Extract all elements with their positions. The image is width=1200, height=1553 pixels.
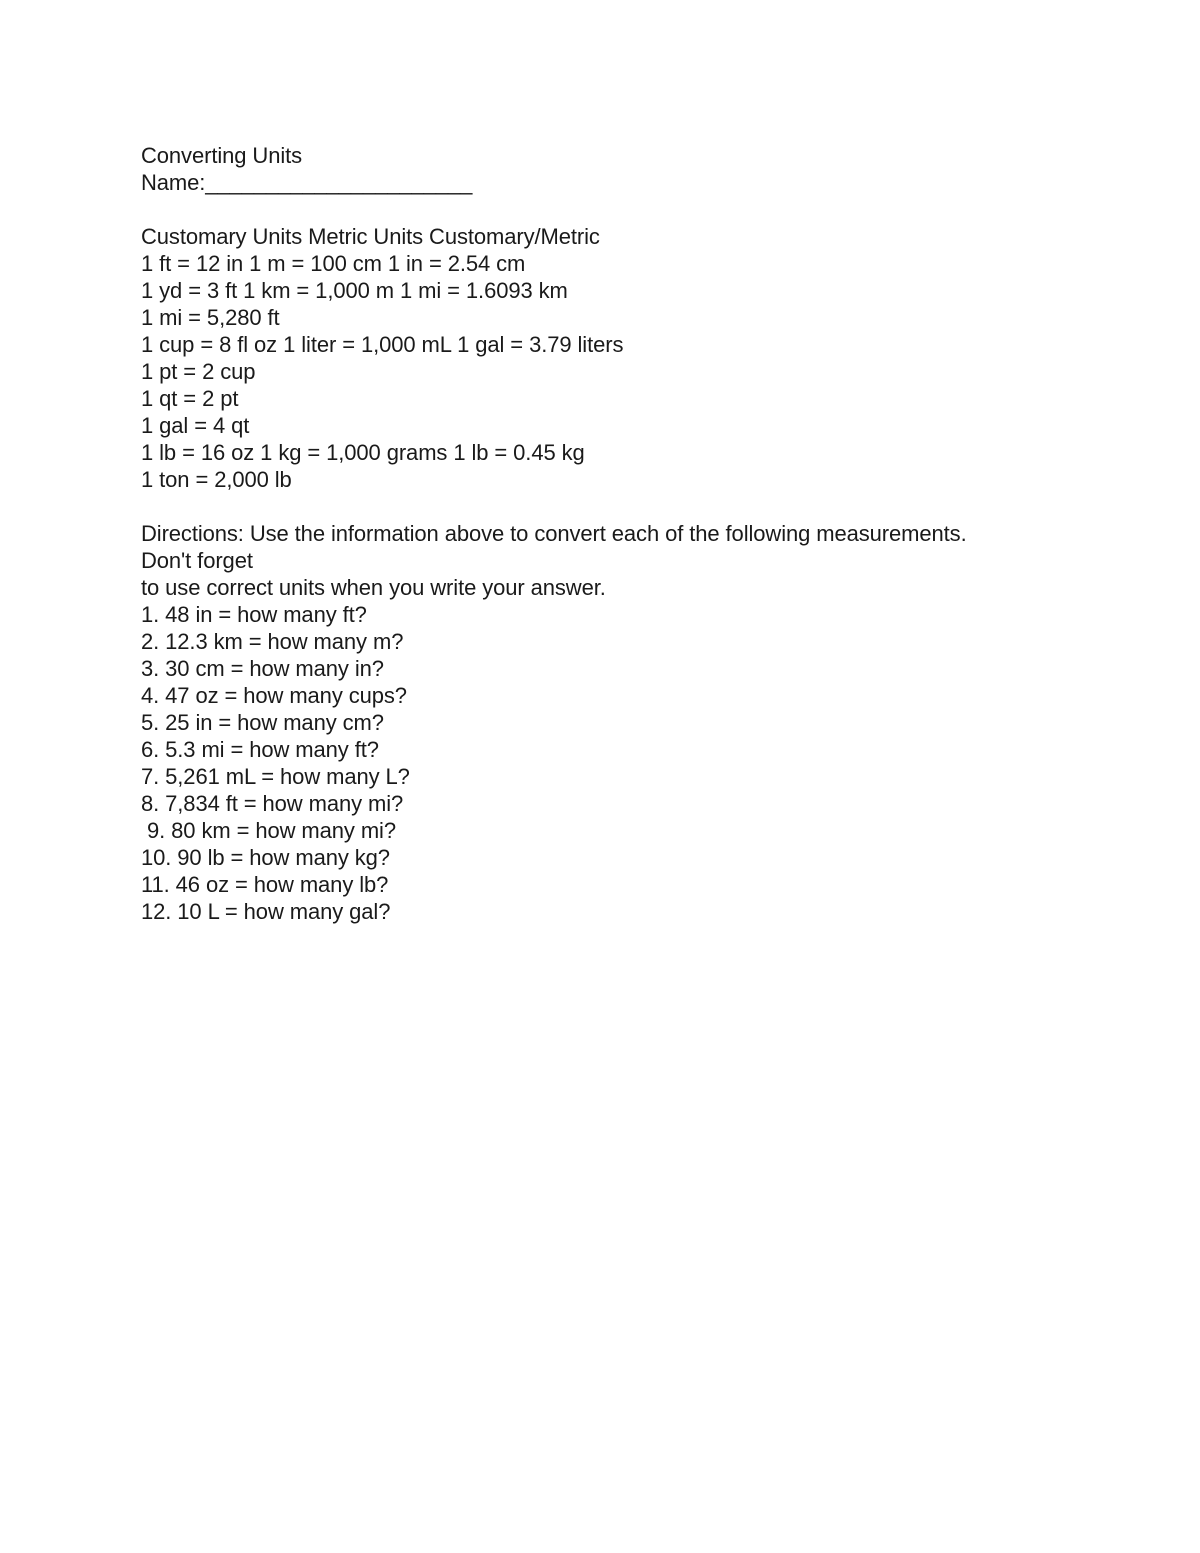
question-item: 4. 47 oz = how many cups? <box>141 683 407 708</box>
conversion-row: 1 lb = 16 oz 1 kg = 1,000 grams 1 lb = 0.45 kg <box>141 440 585 465</box>
question-item: 12. 10 L = how many gal? <box>141 899 391 924</box>
question-item: 8. 7,834 ft = how many mi? <box>141 791 404 816</box>
question-item: 7. 5,261 mL = how many L? <box>141 764 410 789</box>
question-item: 3. 30 cm = how many in? <box>141 656 384 681</box>
question-item: 9. 80 km = how many mi? <box>141 818 396 843</box>
question-item: 6. 5.3 mi = how many ft? <box>141 737 379 762</box>
question-item: 5. 25 in = how many cm? <box>141 710 384 735</box>
conversion-row: 1 gal = 4 qt <box>141 413 250 438</box>
directions-line: Don't forget <box>141 548 253 573</box>
spacer <box>141 196 1141 223</box>
directions <box>141 520 1141 601</box>
spacer <box>141 493 1141 520</box>
question-item: 2. 12.3 km = how many m? <box>141 629 404 654</box>
directions-line: Directions: Use the information above to convert each of the following measurements. <box>141 521 967 546</box>
conversion-row: 1 ft = 12 in 1 m = 100 cm 1 in = 2.54 cm <box>141 251 526 276</box>
conversion-row: 1 qt = 2 pt <box>141 386 239 411</box>
conversion-row: 1 yd = 3 ft 1 km = 1,000 m 1 mi = 1.6093 km <box>141 278 568 303</box>
name-line: Name:______________________ <box>141 170 473 195</box>
question-item: 1. 48 in = how many ft? <box>141 602 367 627</box>
conversion-row: 1 cup = 8 fl oz 1 liter = 1,000 mL 1 gal = 3.79 liters <box>141 332 624 357</box>
conversion-table <box>141 223 1141 493</box>
directions-line: to use correct units when you write your answer. <box>141 575 606 600</box>
conversion-row: 1 pt = 2 cup <box>141 359 256 384</box>
question-item: 11. 46 oz = how many lb? <box>141 872 389 897</box>
worksheet-content <box>141 142 1141 925</box>
document-title: Converting Units <box>141 143 303 168</box>
conversion-table-header: Customary Units Metric Units Customary/Metric <box>141 224 600 249</box>
question-item: 10. 90 lb = how many kg? <box>141 845 390 870</box>
conversion-row: 1 mi = 5,280 ft <box>141 305 280 330</box>
conversion-row: 1 ton = 2,000 lb <box>141 467 292 492</box>
question-list <box>141 601 1141 925</box>
